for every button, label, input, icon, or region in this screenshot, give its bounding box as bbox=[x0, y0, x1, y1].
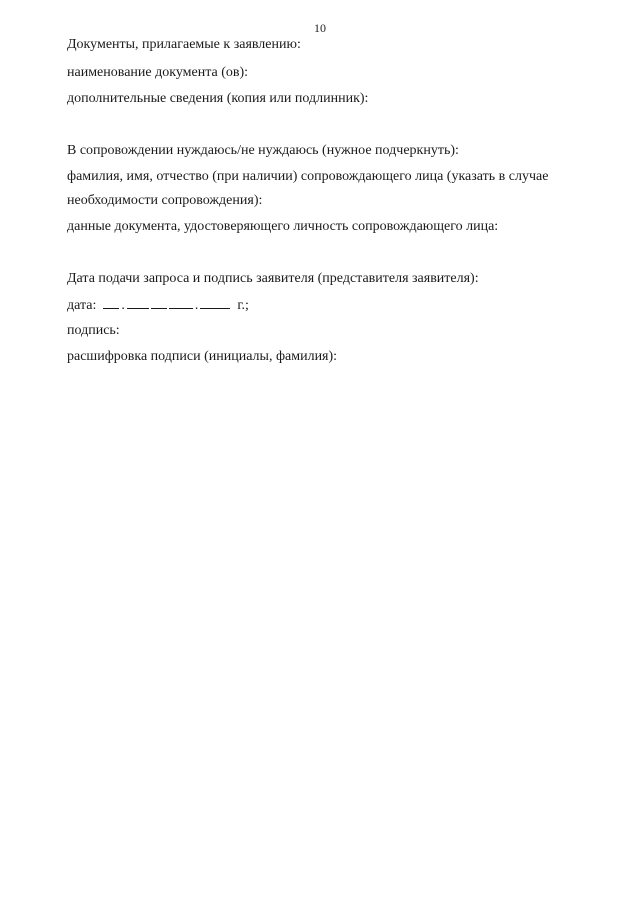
additional-info-field: дополнительные сведения (копия или подлинник): bbox=[67, 91, 369, 106]
date-dot: . bbox=[121, 298, 125, 313]
signature-decoding-field: расшифровка подписи (инициалы, фамилия): bbox=[67, 349, 338, 364]
escort-need-line: В сопровождении нуждаюсь/не нуждаюсь (нужное подчеркнуть): bbox=[67, 143, 459, 158]
date-month-blank bbox=[169, 296, 193, 309]
date-month-blank bbox=[127, 296, 149, 309]
date-label: дата: bbox=[67, 298, 97, 313]
date-year-blank bbox=[200, 296, 230, 309]
date-field-row bbox=[67, 296, 249, 315]
date-month-blank bbox=[151, 296, 167, 309]
date-dot: . bbox=[194, 298, 199, 313]
signature-field: подпись: bbox=[67, 323, 120, 338]
date-day-blank bbox=[103, 296, 119, 309]
year-suffix: г.; bbox=[237, 298, 249, 313]
document-name-field: наименование документа (ов): bbox=[67, 65, 249, 80]
page-number: 10 bbox=[314, 21, 326, 35]
escort-name-line-1: фамилия, имя, отчество (при наличии) сопровождающего лица (указать в случае bbox=[67, 169, 549, 184]
escort-name-line-2: необходимости сопровождения): bbox=[67, 193, 263, 208]
escort-id-doc-field: данные документа, удостоверяющего личность сопровождающего лица: bbox=[67, 219, 499, 234]
documents-attached-heading: Документы, прилагаемые к заявлению: bbox=[67, 37, 301, 52]
submission-date-signature-heading: Дата подачи запроса и подпись заявителя (представителя заявителя): bbox=[67, 271, 479, 286]
